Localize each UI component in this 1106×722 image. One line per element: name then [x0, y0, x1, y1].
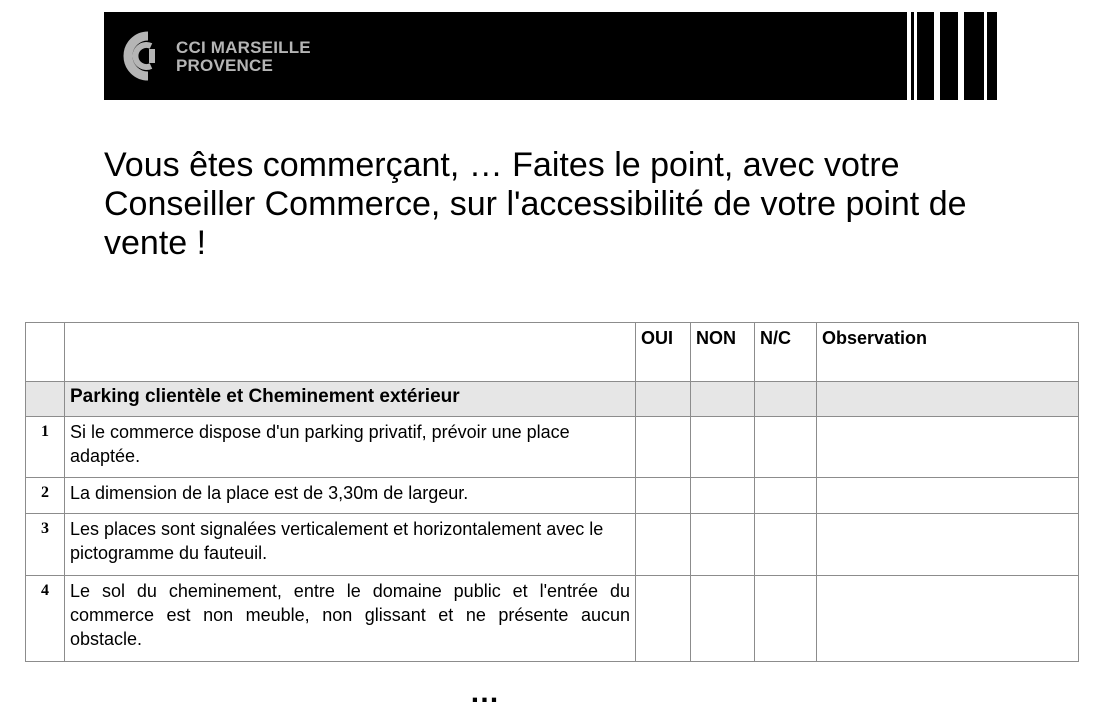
table-header-row: [26, 323, 1079, 382]
section-nc-cell: [755, 382, 817, 417]
nc-cell[interactable]: [755, 478, 817, 514]
cci-logo-icon: [118, 28, 162, 84]
non-cell[interactable]: [691, 478, 755, 514]
oui-cell[interactable]: [636, 478, 691, 514]
table-row: [26, 576, 1079, 662]
observation-cell[interactable]: [817, 417, 1079, 478]
accessibility-checklist-table: [25, 322, 1079, 662]
non-cell[interactable]: [691, 514, 755, 576]
section-oui-cell: [636, 382, 691, 417]
header-non: NON: [691, 323, 755, 382]
more-indicator: …: [469, 676, 501, 709]
header-num-cell: [26, 323, 65, 382]
section-row: [26, 382, 1079, 417]
header-item-cell: [65, 323, 636, 382]
nc-cell[interactable]: [755, 576, 817, 662]
section-num-cell: [26, 382, 65, 417]
non-cell[interactable]: [691, 576, 755, 662]
section-title: Parking clientèle et Cheminement extérieur: [65, 382, 636, 417]
row-text: Le sol du cheminement, entre le domaine public et l'entrée du commerce est non meuble, non glissant et ne présente aucun obstacle.: [65, 576, 636, 662]
oui-cell[interactable]: [636, 417, 691, 478]
observation-cell[interactable]: [817, 478, 1079, 514]
nc-cell[interactable]: [755, 514, 817, 576]
row-text: Si le commerce dispose d'un parking privatif, prévoir une place adaptée.: [65, 417, 636, 478]
row-number: 4: [26, 576, 65, 662]
barcode-decoration: [903, 12, 997, 100]
row-number: 2: [26, 478, 65, 514]
header-oui: OUI: [636, 323, 691, 382]
section-non-cell: [691, 382, 755, 417]
page-headline: Vous êtes commerçant, … Faites le point, avec votre Conseiller Commerce, sur l'accessibilité de votre point de vente !: [104, 146, 967, 262]
header-banner: [104, 12, 997, 100]
logo-text: [176, 39, 311, 75]
row-text: Les places sont signalées verticalement et horizontalement avec le pictogramme du fauteuil.: [65, 514, 636, 576]
table-row: [26, 478, 1079, 514]
logo-line-1: CCI MARSEILLE: [176, 38, 311, 57]
logo-line-2: PROVENCE: [176, 56, 274, 75]
header-nc: N/C: [755, 323, 817, 382]
row-number: 3: [26, 514, 65, 576]
oui-cell[interactable]: [636, 514, 691, 576]
observation-cell[interactable]: [817, 576, 1079, 662]
observation-cell[interactable]: [817, 514, 1079, 576]
row-text: La dimension de la place est de 3,30m de largeur.: [65, 478, 636, 514]
oui-cell[interactable]: [636, 576, 691, 662]
nc-cell[interactable]: [755, 417, 817, 478]
section-observation-cell: [817, 382, 1079, 417]
table-row: [26, 417, 1079, 478]
row-number: 1: [26, 417, 65, 478]
table-row: [26, 514, 1079, 576]
header-observation: Observation: [817, 323, 1079, 382]
non-cell[interactable]: [691, 417, 755, 478]
